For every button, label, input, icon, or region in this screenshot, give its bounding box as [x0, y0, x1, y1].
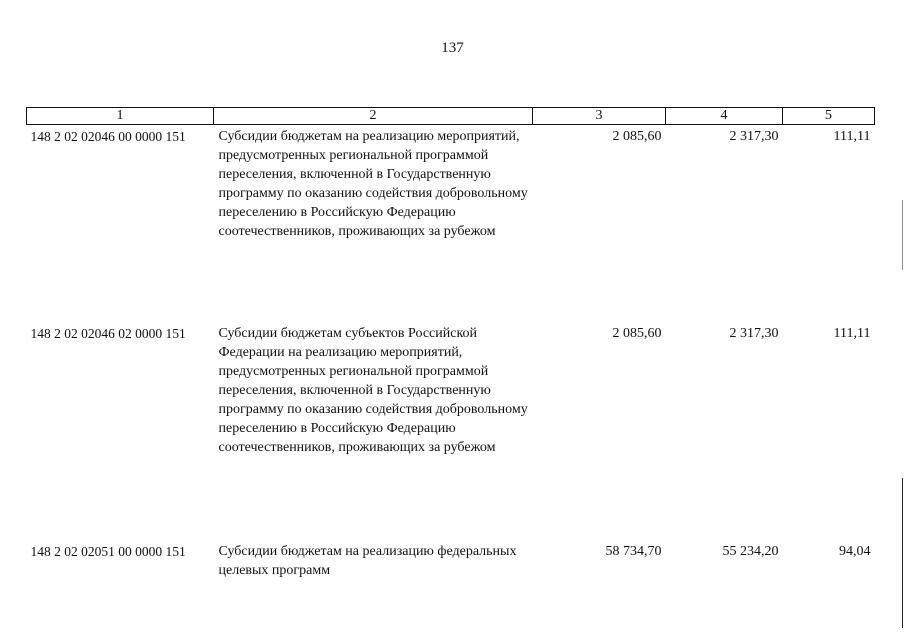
- row-code: 148 2 02 02051 00 0000 151: [30, 544, 186, 559]
- table-row: [27, 125, 875, 323]
- table-header: [27, 108, 875, 125]
- row-value-col5: 111,11: [833, 129, 871, 144]
- budget-table: [26, 107, 875, 602]
- row-code: 148 2 02 02046 00 0000 151: [30, 129, 186, 144]
- row-value-col5: 94,04: [839, 544, 871, 559]
- row-value-col4: 55 234,20: [722, 544, 779, 559]
- row-description: Субсидии бюджетам субъектов Российской Федерации на реализацию мероприятий, предусмотренных региональной программой переселения, включенной в Государственную программу по оказанию содействия добровольному переселению в Российскую Федерацию соотечественников, проживающих за рубежом: [218, 326, 528, 455]
- table-row: [27, 322, 875, 540]
- scan-edge-mark: [902, 200, 903, 270]
- row-value-col5: 111,11: [833, 326, 871, 341]
- table-body: [27, 125, 875, 603]
- row-value-col4: 2 317,30: [729, 129, 779, 144]
- row-value-col3: 2 085,60: [612, 326, 662, 341]
- row-value-col3: 2 085,60: [612, 129, 662, 144]
- row-value-col4: 2 317,30: [729, 326, 779, 341]
- page-number: 137: [441, 40, 464, 56]
- header-col-3: 3: [533, 108, 666, 125]
- header-col-4: 4: [666, 108, 783, 125]
- header-col-1: 1: [27, 108, 214, 125]
- scan-edge-mark: [902, 478, 903, 628]
- row-description: Субсидии бюджетам на реализацию мероприятий, предусмотренных региональной программой переселения, включенной в Государственную программу по оказанию содействия добровольному переселению в Российскую Федерацию соотечественников, проживающих за рубежом: [218, 129, 528, 239]
- row-value-col3: 58 734,70: [605, 544, 662, 559]
- table-row: [27, 540, 875, 602]
- header-col-2: 2: [214, 108, 533, 125]
- header-row: [27, 108, 875, 125]
- header-col-5: 5: [783, 108, 875, 125]
- row-code: 148 2 02 02046 02 0000 151: [30, 326, 186, 341]
- row-description: Субсидии бюджетам на реализацию федеральных целевых программ: [218, 544, 517, 578]
